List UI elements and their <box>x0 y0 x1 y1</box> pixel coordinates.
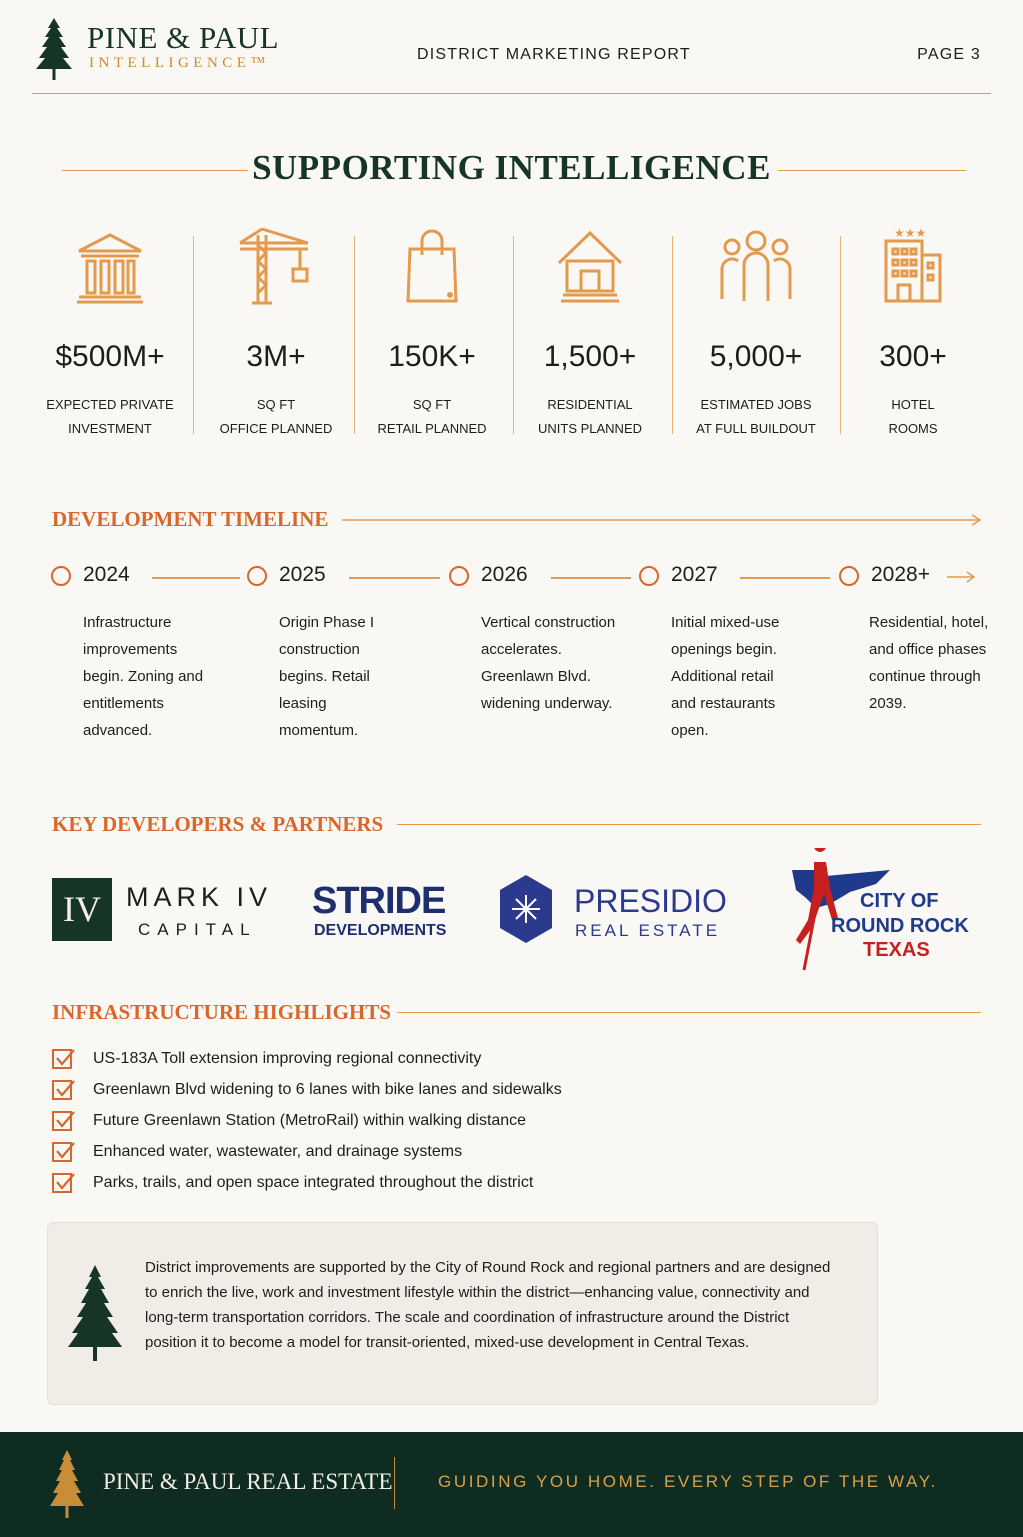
svg-text:★★★: ★★★ <box>894 226 927 240</box>
stat-hotel <box>836 225 990 436</box>
pine-tree-icon <box>68 1265 122 1361</box>
brand-subtitle: INTELLIGENCE™ <box>89 55 270 71</box>
timeline-desc: Residential, hotel, and office phases continue through 2039. <box>869 614 989 712</box>
house-icon <box>555 225 625 305</box>
shopping-bag-icon <box>402 225 462 305</box>
timeline-year: 2027 <box>671 563 718 586</box>
section-title: SUPPORTING INTELLIGENCE <box>252 148 771 187</box>
stat-value: 300+ <box>879 340 947 373</box>
presidio-star-icon <box>498 875 554 943</box>
stat-label: ESTIMATED JOBS AT FULL BUILDOUT <box>696 397 816 436</box>
timeline-arrow-icon <box>342 513 984 527</box>
timeline-marker-icon <box>839 566 859 586</box>
stat-label: EXPECTED PRIVATE INVESTMENT <box>46 397 174 436</box>
checkbox-checked-icon <box>52 1173 72 1193</box>
pine-tree-logo-icon <box>36 18 72 80</box>
callout-box <box>47 1222 878 1405</box>
stat-value: 5,000+ <box>709 340 803 373</box>
people-icon <box>716 225 796 305</box>
roundrock-line2: ROUND ROCK <box>831 915 969 937</box>
checkbox-checked-icon <box>52 1142 72 1162</box>
stat-residential <box>512 225 668 436</box>
stat-label: SQ FT RETAIL PLANNED <box>377 397 487 436</box>
partners-rule <box>397 824 981 825</box>
timeline-connector <box>349 577 440 579</box>
stat-label: HOTEL ROOMS <box>888 397 938 436</box>
checkbox-checked-icon <box>52 1080 72 1100</box>
callout-text: District improvements are supported by the City of Round Rock and regional partners and are designed to enrich the live, work and investment lifestyle within the district—enhancing value, connectivity and long-term transportation corridors. The scale and coordination of infrastructure around the District position it to become a model for transit-oriented, mixed-use development in Central Texas. <box>145 1259 831 1351</box>
gold-tree-icon <box>50 1450 84 1518</box>
partner-logo-presidio <box>498 875 728 945</box>
stat-value: 1,500+ <box>543 340 637 373</box>
timeline-connector <box>740 577 830 579</box>
infrastructure-item-text: Parks, trails, and open space integrated throughout the district <box>93 1174 534 1191</box>
presidio-sub: REAL ESTATE <box>575 921 721 940</box>
checkbox-checked-icon <box>52 1049 72 1069</box>
timeline-desc: Vertical construction accelerates. Greenlawn Blvd. widening underway. <box>481 614 616 712</box>
bank-icon <box>75 225 145 305</box>
timeline-connector <box>152 577 240 579</box>
report-title: DISTRICT MARKETING REPORT <box>417 46 691 63</box>
page-footer <box>0 1432 1023 1537</box>
timeline-desc: Infrastructure improvements begin. Zoning and entitlements advanced. <box>83 614 204 739</box>
stat-office <box>198 225 354 436</box>
markiv-mark: IV <box>52 878 112 941</box>
stat-value: 150K+ <box>388 340 476 373</box>
partner-logo-markiv <box>52 878 272 942</box>
timeline-connector <box>551 577 631 579</box>
stat-divider <box>672 236 673 434</box>
timeline-year: 2024 <box>83 563 130 586</box>
timeline-desc: Initial mixed-use openings begin. Additional retail and restaurants open. <box>671 614 780 739</box>
stat-jobs <box>678 225 834 436</box>
stat-investment <box>32 225 188 436</box>
timeline-year: 2026 <box>481 563 528 586</box>
roundrock-line3: TEXAS <box>863 939 930 961</box>
stat-value: $500M+ <box>55 340 165 373</box>
hotel-icon <box>878 225 948 305</box>
timeline-marker-icon <box>449 566 469 586</box>
timeline-marker-icon <box>639 566 659 586</box>
roundrock-line1: CITY OF <box>860 890 939 912</box>
infrastructure-item-text: Future Greenlawn Station (MetroRail) within walking distance <box>93 1112 527 1129</box>
footer-brand: PINE & PAUL REAL ESTATE <box>103 1469 393 1494</box>
timeline-desc: Origin Phase I construction begins. Retail leasing momentum. <box>279 614 375 739</box>
stat-label: SQ FT OFFICE PLANNED <box>219 397 333 436</box>
infrastructure-heading: INFRASTRUCTURE HIGHLIGHTS <box>52 1000 391 1024</box>
partner-logo-stride <box>312 880 452 942</box>
page-number: PAGE 3 <box>917 46 981 63</box>
stat-label: RESIDENTIAL UNITS PLANNED <box>537 397 643 436</box>
timeline-marker-icon <box>247 566 267 586</box>
footer-tagline: GUIDING YOU HOME. EVERY STEP OF THE WAY. <box>438 1472 938 1491</box>
infrastructure-item-text: Enhanced water, wastewater, and drainage systems <box>93 1143 463 1160</box>
infrastructure-rule <box>397 1012 981 1013</box>
timeline-year: 2025 <box>279 563 326 586</box>
partners-heading: KEY DEVELOPERS & PARTNERS <box>52 812 384 836</box>
timeline-marker-icon <box>51 566 71 586</box>
markiv-sub: CAPITAL <box>138 920 257 939</box>
stat-value: 3M+ <box>246 340 306 373</box>
checkbox-checked-icon <box>52 1111 72 1131</box>
timeline-heading: DEVELOPMENT TIMELINE <box>52 507 329 531</box>
brand-name: PINE & PAUL <box>87 20 280 55</box>
crane-icon <box>236 225 316 305</box>
stride-name: STRIDE <box>312 880 446 922</box>
stat-retail <box>354 225 510 436</box>
partner-logo-roundrock <box>786 848 969 973</box>
infrastructure-item-text: Greenlawn Blvd widening to 6 lanes with bike lanes and sidewalks <box>93 1081 562 1098</box>
page-header <box>32 0 991 94</box>
presidio-name: PRESIDIO <box>574 883 727 919</box>
timeline-end-arrow-icon <box>947 570 977 584</box>
infrastructure-item-text: US-183A Toll extension improving regional connectivity <box>93 1050 482 1067</box>
footer-divider <box>394 1457 395 1509</box>
stat-divider <box>193 236 194 434</box>
markiv-name: MARK IV <box>126 882 273 912</box>
timeline-year: 2028+ <box>871 563 930 586</box>
stride-sub: DEVELOPMENTS <box>314 922 447 939</box>
